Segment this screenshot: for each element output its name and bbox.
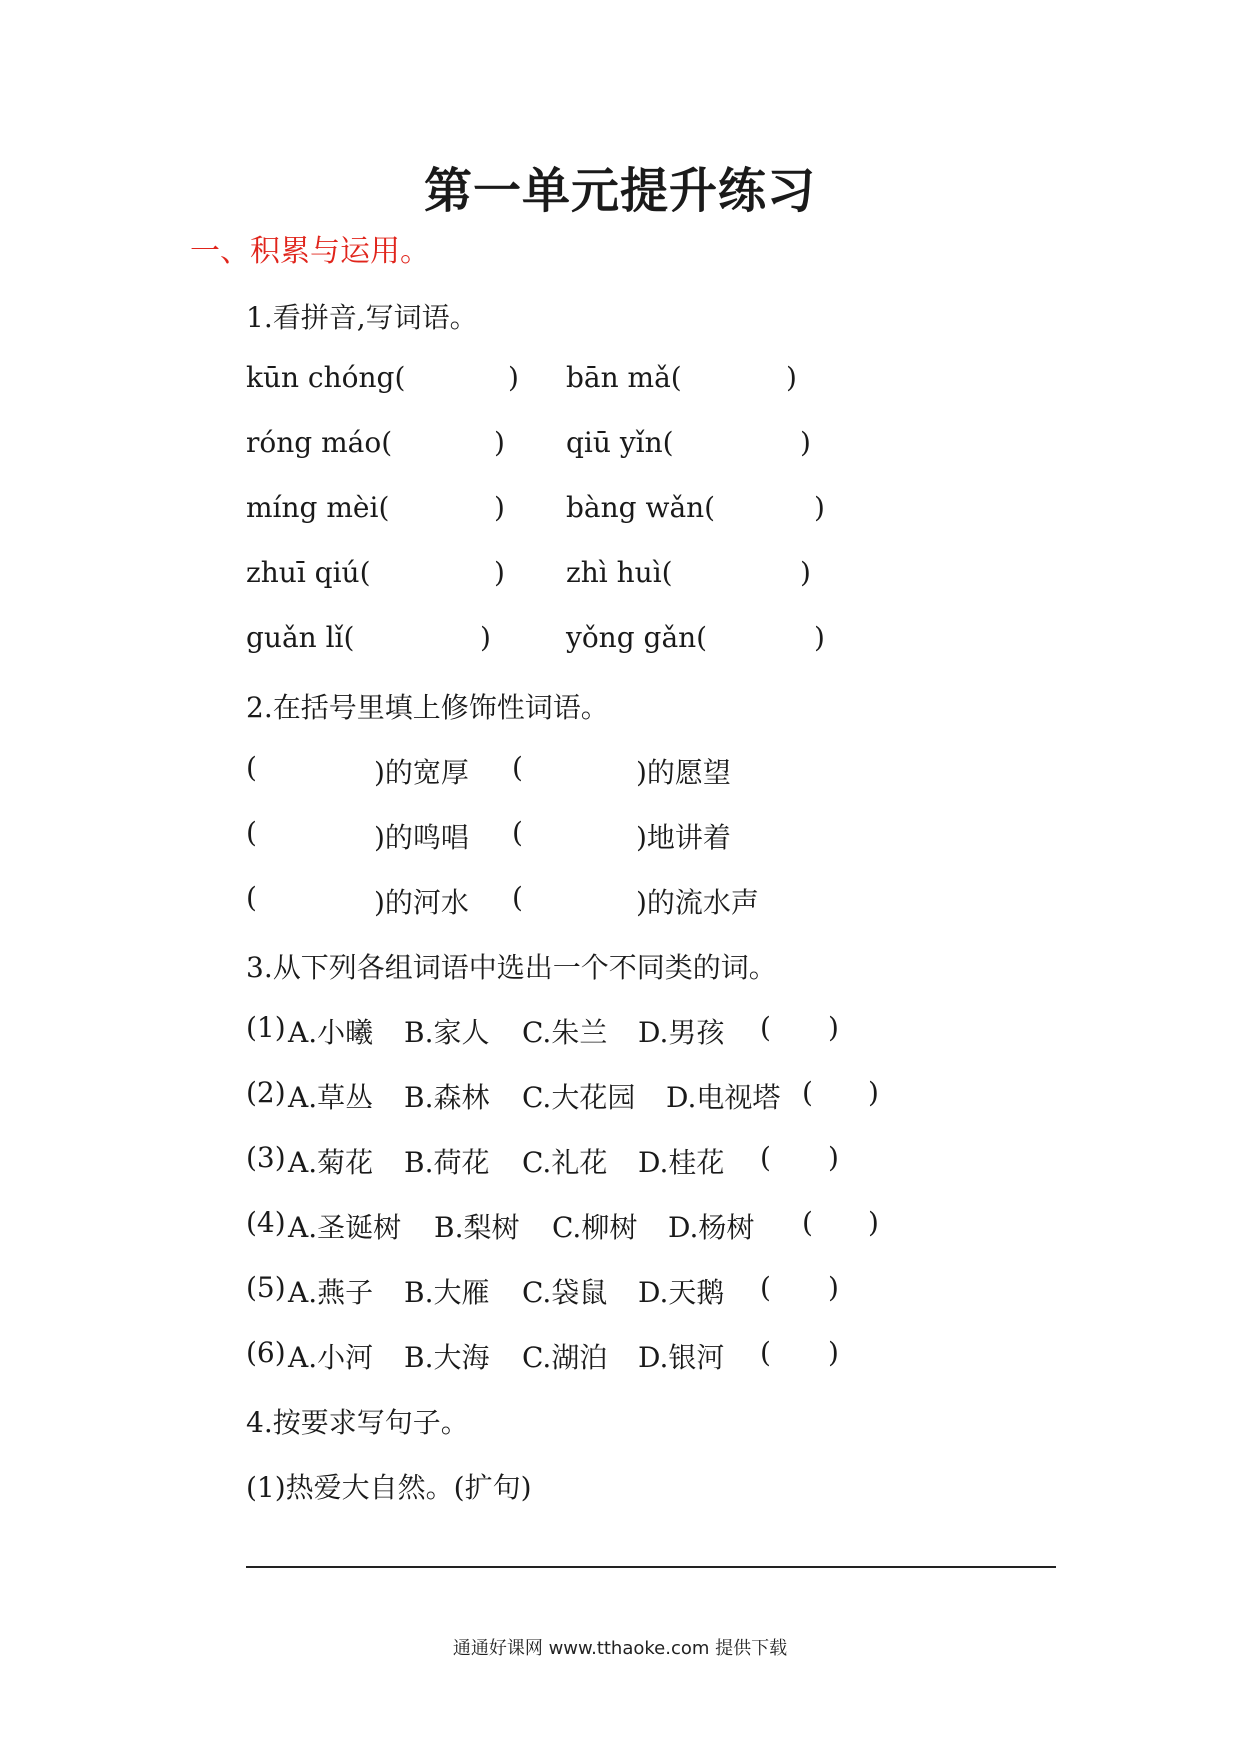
choice-b: B.大雁 — [404, 1276, 490, 1309]
answer-open: ( — [760, 1336, 771, 1369]
question-1-prompt: 1.看拼音,写词语。 — [246, 301, 478, 334]
sentence-task: (1)热爱大自然。(扩句) — [246, 1471, 532, 1504]
question-4-prompt: 4.按要求写句子。 — [246, 1406, 469, 1439]
choice-a: A.小曦 — [288, 1016, 374, 1049]
choice-c: C.袋鼠 — [522, 1276, 608, 1309]
pinyin-item: kūn chóng( — [246, 361, 406, 394]
choice-d: D.银河 — [638, 1341, 725, 1374]
fill-item: )地讲着 — [636, 821, 731, 854]
fill-item: )的宽厚 — [374, 756, 469, 789]
pinyin-close: ) — [494, 426, 505, 459]
choice-number: (3) — [246, 1141, 286, 1174]
question-2-prompt: 2.在括号里填上修饰性词语。 — [246, 691, 609, 724]
choice-b: B.大海 — [404, 1341, 490, 1374]
answer-close: ) — [828, 1141, 839, 1174]
choice-b: B.荷花 — [404, 1146, 490, 1179]
answer-close: ) — [868, 1076, 879, 1109]
fill-open: ( — [512, 881, 523, 914]
choice-c: C.大花园 — [522, 1081, 636, 1114]
pinyin-close: ) — [800, 556, 811, 589]
pinyin-item: róng máo( — [246, 426, 393, 459]
pinyin-close: ) — [814, 491, 825, 524]
choice-a: A.小河 — [288, 1341, 374, 1374]
pinyin-item: bàng wǎn( — [566, 491, 716, 524]
choice-d: D.杨树 — [668, 1211, 755, 1244]
answer-line[interactable] — [246, 1566, 1056, 1568]
pinyin-item: zhuī qiú( — [246, 556, 371, 589]
choice-d: D.电视塔 — [666, 1081, 781, 1114]
answer-close: ) — [868, 1206, 879, 1239]
pinyin-close: ) — [508, 361, 519, 394]
choice-number: (5) — [246, 1271, 286, 1304]
choice-c: C.柳树 — [552, 1211, 638, 1244]
choice-a: A.菊花 — [288, 1146, 374, 1179]
pinyin-close: ) — [494, 556, 505, 589]
question-3-prompt: 3.从下列各组词语中选出一个不同类的词。 — [246, 951, 777, 984]
pinyin-close: ) — [814, 621, 825, 654]
pinyin-item: yǒng gǎn( — [566, 621, 708, 654]
fill-item: )的愿望 — [636, 756, 731, 789]
choice-b: B.家人 — [404, 1016, 490, 1049]
choice-b: B.梨树 — [434, 1211, 520, 1244]
pinyin-close: ) — [786, 361, 797, 394]
fill-open: ( — [246, 816, 257, 849]
pinyin-item: guǎn lǐ( — [246, 621, 355, 654]
choice-number: (6) — [246, 1336, 286, 1369]
answer-close: ) — [828, 1271, 839, 1304]
choice-c: C.湖泊 — [522, 1341, 608, 1374]
section-heading-1: 一、积累与运用。 — [190, 234, 430, 269]
pinyin-close: ) — [800, 426, 811, 459]
fill-item: )的鸣唱 — [374, 821, 469, 854]
pinyin-item: míng mèi( — [246, 491, 390, 524]
choice-d: D.桂花 — [638, 1146, 725, 1179]
choice-number: (2) — [246, 1076, 286, 1109]
choice-b: B.森林 — [404, 1081, 490, 1114]
choice-a: A.燕子 — [288, 1276, 374, 1309]
choice-d: D.天鹅 — [638, 1276, 725, 1309]
choice-number: (1) — [246, 1011, 286, 1044]
fill-open: ( — [512, 751, 523, 784]
pinyin-close: ) — [480, 621, 491, 654]
choice-c: C.朱兰 — [522, 1016, 608, 1049]
answer-close: ) — [828, 1011, 839, 1044]
choice-d: D.男孩 — [638, 1016, 725, 1049]
pinyin-item: zhì huì( — [566, 556, 673, 589]
fill-item: )的流水声 — [636, 886, 759, 919]
fill-item: )的河水 — [374, 886, 469, 919]
fill-open: ( — [246, 751, 257, 784]
answer-open: ( — [802, 1206, 813, 1239]
choice-c: C.礼花 — [522, 1146, 608, 1179]
answer-open: ( — [802, 1076, 813, 1109]
choice-number: (4) — [246, 1206, 286, 1239]
answer-open: ( — [760, 1011, 771, 1044]
footer-credit: 通通好课网 www.tthaoke.com 提供下载 — [452, 1638, 788, 1659]
choice-a: A.圣诞树 — [288, 1211, 402, 1244]
pinyin-close: ) — [494, 491, 505, 524]
pinyin-item: qiū yǐn( — [566, 426, 674, 459]
choice-a: A.草丛 — [288, 1081, 374, 1114]
answer-close: ) — [828, 1336, 839, 1369]
answer-open: ( — [760, 1271, 771, 1304]
fill-open: ( — [512, 816, 523, 849]
page-title: 第一单元提升练习 — [423, 163, 816, 219]
pinyin-item: bān mǎ( — [566, 361, 682, 394]
fill-open: ( — [246, 881, 257, 914]
answer-open: ( — [760, 1141, 771, 1174]
